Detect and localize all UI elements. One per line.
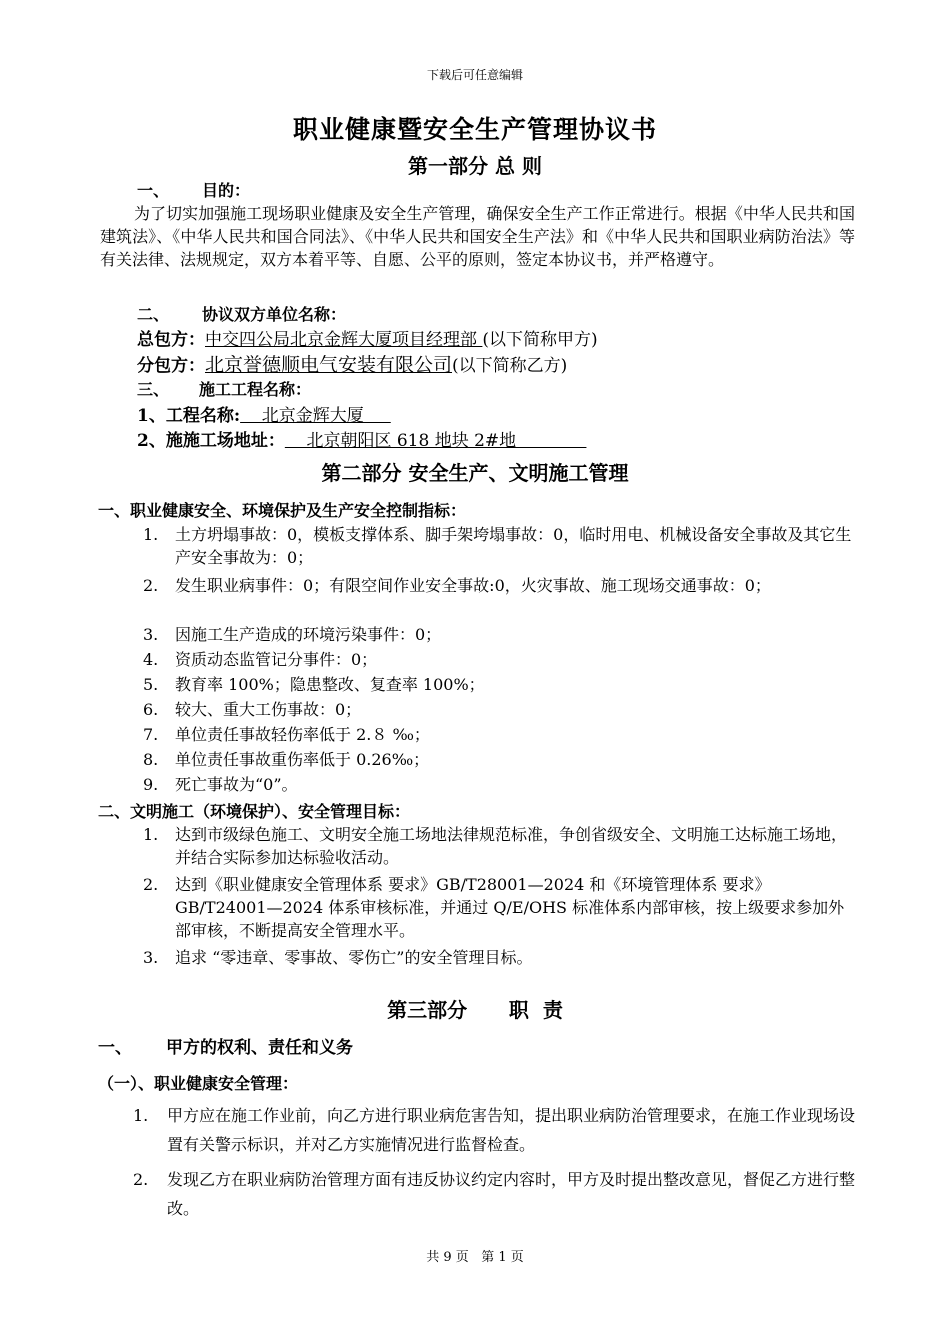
list-item-text: 发现乙方在职业病防治管理方面有违反协议约定内容时，甲方及时提出整改意见，督促乙方进行整改。 [167, 1170, 856, 1218]
list-item-text: 达到市级绿色施工、文明安全施工场地法律规范标准，争创省级安全、文明施工达标施工场地，并结合实际参加达标验收活动。 [175, 825, 848, 867]
list-item-number: 1. [143, 825, 159, 844]
list-item-number: 5. [143, 675, 159, 694]
list-item [143, 698, 863, 721]
subcontractor-suffix: (以下简称乙方) [452, 356, 568, 376]
part3-s1-title: 甲方的权利、责任和义务 [166, 1038, 353, 1058]
list-item-number: 3. [143, 625, 159, 644]
list-item-number: 4. [143, 650, 159, 669]
list-item-text: 单位责任事故轻伤率低于 2.８ ‰； [175, 725, 430, 744]
list-item-number: 8. [143, 750, 159, 769]
part1-s3-title: 施工工程名称： [199, 380, 312, 399]
ohs-management-subtitle: （一）、职业健康安全管理： [98, 1074, 299, 1093]
part1-s3-number: 三、 [137, 380, 170, 399]
project-name-label: 1、工程名称: [137, 406, 241, 426]
list-item-text: 达到《职业健康安全管理体系 要求》GB/T28001—2024 和《环境管理体系 要求》GB/T24001—2024 体系审核标准，并通过 Q/E/OHS 标准体系内部审核，按上级要求参加外部审核，不断提高安全管理水平。 [175, 875, 845, 940]
part1-s1-title: 目的： [202, 181, 251, 200]
list-item-text: 因施工生产造成的环境污染事件：0； [175, 625, 442, 644]
part2-heading: 第二部分 安全生产、文明施工管理 [321, 461, 629, 485]
part1-s2-number: 二、 [137, 305, 170, 324]
list-item [143, 673, 863, 696]
list-item-text: 单位责任事故重伤率低于 0.26‰； [175, 750, 430, 769]
part1-heading: 第一部分 总 则 [408, 154, 542, 178]
general-contractor-line [137, 325, 598, 350]
list-item [143, 946, 863, 969]
list-item-number: 6. [143, 700, 159, 719]
list-item [143, 648, 863, 671]
list-item [143, 523, 863, 569]
document-title: 职业健康暨安全生产管理协议书 [292, 115, 657, 144]
list-item [133, 1165, 863, 1225]
site-address-value: 北京朝阳区 618 地块 2#地 [284, 431, 587, 451]
list-item-text: 教育率 100%；隐患整改、复查率 100%； [175, 675, 485, 694]
list-item-number: 2. [143, 875, 159, 894]
list-item-number: 1. [143, 525, 159, 544]
list-item [143, 873, 863, 942]
part1-s2-title: 协议双方单位名称： [202, 305, 347, 324]
list-item [143, 823, 863, 869]
list-item [143, 773, 863, 796]
list-item-text: 较大、重大工伤事故：0； [175, 700, 362, 719]
list-item-number: 1. [133, 1106, 149, 1125]
list-item-text: 甲方应在施工作业前，向乙方进行职业病危害告知，提出职业病防治管理要求，在施工作业现场设置有关警示标识，并对乙方实施情况进行监督检查。 [167, 1106, 856, 1154]
list-item [143, 574, 863, 620]
management-goals-title: 二、文明施工（环境保护）、安全管理目标： [98, 802, 411, 821]
subcontractor-line [137, 350, 567, 377]
list-item-text: 死亡事故为“0”。 [175, 775, 298, 794]
page-header: 下载后可任意编辑 [426, 68, 523, 82]
page-footer: 共 9 页 第 1 页 [426, 1250, 524, 1265]
site-address-line [137, 426, 586, 451]
list-item-number: 9. [143, 775, 159, 794]
general-contractor-label: 总包方： [137, 330, 205, 350]
subcontractor-label: 分包方： [137, 356, 205, 376]
general-contractor-suffix: (以下简称甲方) [482, 330, 598, 350]
project-name-value: 北京金辉大厦 [240, 406, 391, 426]
list-item-number: 3. [143, 948, 159, 967]
list-item [133, 1101, 863, 1161]
part3-s1-number: 一、 [98, 1038, 132, 1058]
part3-heading: 第三部分 职 责 [387, 998, 563, 1022]
list-item-number: 2. [133, 1170, 149, 1189]
part1-s1-number: 一、 [137, 181, 170, 200]
list-item-text: 追求 “零违章、零事故、零伤亡”的安全管理目标。 [175, 948, 533, 967]
list-item [143, 623, 863, 646]
general-contractor-name: 中交四公局北京金辉大厦项目经理部 [205, 330, 483, 350]
list-item [143, 723, 863, 746]
purpose-paragraph: 为了切实加强施工现场职业健康及安全生产管理，确保安全生产工作正常进行。根据《中华人民共和国建筑法》、《中华人民共和国合同法》、《中华人民共和国安全生产法》和《中华人民共和国职业病防治法》等有关法律、法规规定，双方本着平等、自愿、公平的原则，签定本协议书，并严格遵守。 [100, 204, 855, 269]
list-item-number: 7. [143, 725, 159, 744]
control-indicators-title: 一、职业健康安全、环境保护及生产安全控制指标： [98, 501, 467, 520]
site-address-label: 2、施施工场地址： [137, 431, 285, 451]
list-item [143, 748, 863, 771]
list-item-text: 资质动态监管记分事件：0； [175, 650, 378, 669]
list-item-text: 发生职业病事件：0；有限空间作业安全事故:0，火灾事故、施工现场交通事故：0； [175, 576, 771, 595]
subcontractor-name: 北京誉德顺电气安装有限公司 [205, 354, 453, 376]
list-item-number: 2. [143, 576, 159, 595]
list-item-text: 土方坍塌事故：0，模板支撑体系、脚手架垮塌事故：0，临时用电、机械设备安全事故及其它生产安全事故为：0； [175, 525, 852, 567]
project-name-line [137, 401, 391, 426]
